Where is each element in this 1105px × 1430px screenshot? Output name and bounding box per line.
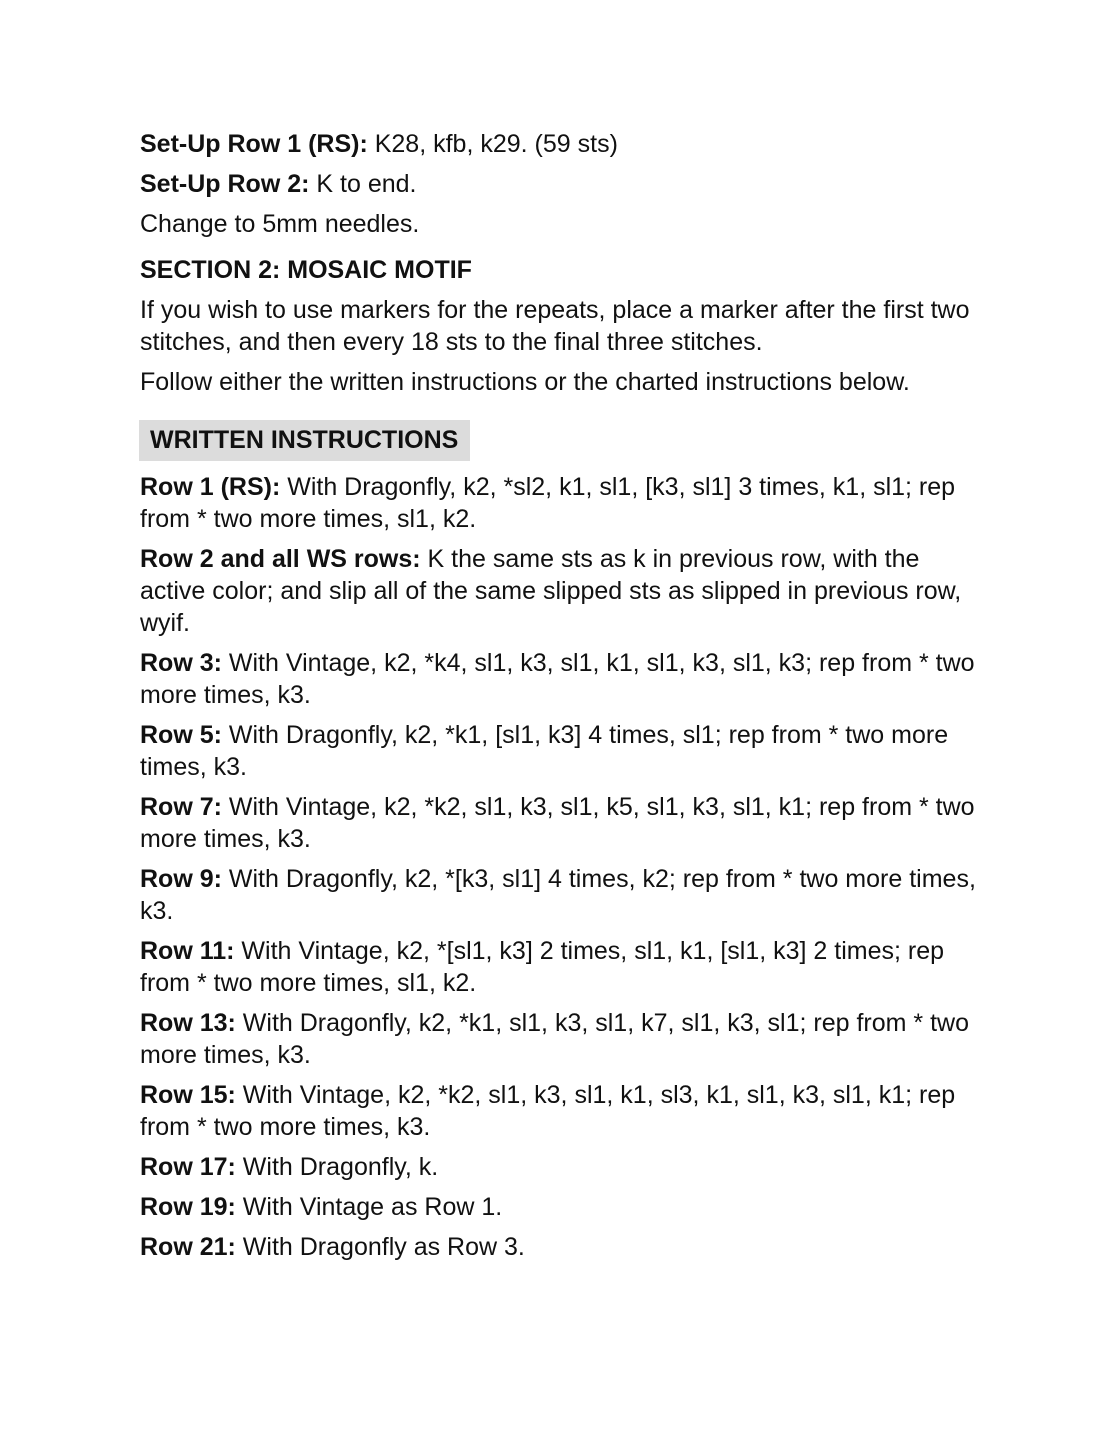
row-2-text: K the same sts as k in previous row, with the active color; and slip all of the same slipped sts as slipped in previous row, wyif. bbox=[140, 545, 962, 637]
row-13 bbox=[140, 1007, 980, 1071]
row-7-label: Row 7: bbox=[140, 793, 222, 821]
row-11-label: Row 11: bbox=[140, 937, 235, 965]
row-1-label: Row 1 (RS): bbox=[140, 473, 281, 501]
change-needles-note: Change to 5mm needles. bbox=[140, 210, 420, 238]
section-heading: SECTION 2: MOSAIC MOTIF bbox=[140, 256, 472, 284]
row-2-ws bbox=[140, 543, 980, 639]
row-3 bbox=[140, 647, 980, 711]
row-13-text: With Dragonfly, k2, *k1, sl1, k3, sl1, k7, sl1, k3, sl1; rep from * two more times, k3. bbox=[140, 1009, 969, 1069]
intro-follow: Follow either the written instructions or the charted instructions below. bbox=[140, 368, 910, 396]
row-5-label: Row 5: bbox=[140, 721, 222, 749]
row-2-label: Row 2 and all WS rows: bbox=[140, 545, 421, 573]
setup-row-1-text: K28, kfb, k29. (59 sts) bbox=[367, 130, 618, 158]
row-1-text: With Dragonfly, k2, *sl2, k1, sl1, [k3, sl1] 3 times, k1, sl1; rep from * two more times, sl1, k2. bbox=[140, 473, 956, 533]
row-3-label: Row 3: bbox=[140, 649, 222, 677]
row-9-label: Row 9: bbox=[140, 865, 222, 893]
row-21 bbox=[140, 1231, 980, 1263]
row-17 bbox=[140, 1151, 980, 1183]
row-19 bbox=[140, 1191, 980, 1223]
row-3-text: With Vintage, k2, *k4, sl1, k3, sl1, k1, sl1, k3, sl1, k3; rep from * two more times, k3. bbox=[140, 649, 975, 709]
setup-row-1 bbox=[140, 128, 980, 160]
row-1 bbox=[140, 471, 980, 535]
setup-row-2-label: Set-Up Row 2: bbox=[140, 170, 310, 198]
row-7 bbox=[140, 791, 980, 855]
row-13-label: Row 13: bbox=[140, 1009, 236, 1037]
intro-markers: If you wish to use markers for the repeats, place a marker after the first two stitches, and then every 18 sts to the final three stitches. bbox=[140, 296, 970, 356]
row-19-label: Row 19: bbox=[140, 1193, 236, 1221]
row-21-label: Row 21: bbox=[140, 1233, 236, 1261]
pattern-page bbox=[140, 128, 980, 1271]
row-5 bbox=[140, 719, 980, 783]
row-11 bbox=[140, 935, 980, 999]
row-9-text: With Dragonfly, k2, *[k3, sl1] 4 times, k2; rep from * two more times, k3. bbox=[140, 865, 976, 925]
row-15 bbox=[140, 1079, 980, 1143]
row-17-text: With Dragonfly, k. bbox=[235, 1153, 439, 1181]
setup-row-2 bbox=[140, 168, 980, 200]
row-15-text: With Vintage, k2, *k2, sl1, k3, sl1, k1, sl3, k1, sl1, k3, sl1, k1; rep from * two more times, k3. bbox=[140, 1081, 956, 1141]
row-7-text: With Vintage, k2, *k2, sl1, k3, sl1, k5, sl1, k3, sl1, k1; rep from * two more times, k3. bbox=[140, 793, 975, 853]
written-instructions-heading: WRITTEN INSTRUCTIONS bbox=[139, 420, 470, 461]
row-9 bbox=[140, 863, 980, 927]
setup-row-2-text: K to end. bbox=[309, 170, 417, 198]
setup-row-1-label: Set-Up Row 1 (RS): bbox=[140, 130, 368, 158]
row-19-text: With Vintage as Row 1. bbox=[235, 1193, 503, 1221]
row-5-text: With Dragonfly, k2, *k1, [sl1, k3] 4 times, sl1; rep from * two more times, k3. bbox=[140, 721, 949, 781]
row-11-text: With Vintage, k2, *[sl1, k3] 2 times, sl1, k1, [sl1, k3] 2 times; rep from * two more times, sl1, k2. bbox=[140, 937, 945, 997]
row-21-text: With Dragonfly as Row 3. bbox=[235, 1233, 525, 1261]
row-17-label: Row 17: bbox=[140, 1153, 236, 1181]
row-15-label: Row 15: bbox=[140, 1081, 236, 1109]
